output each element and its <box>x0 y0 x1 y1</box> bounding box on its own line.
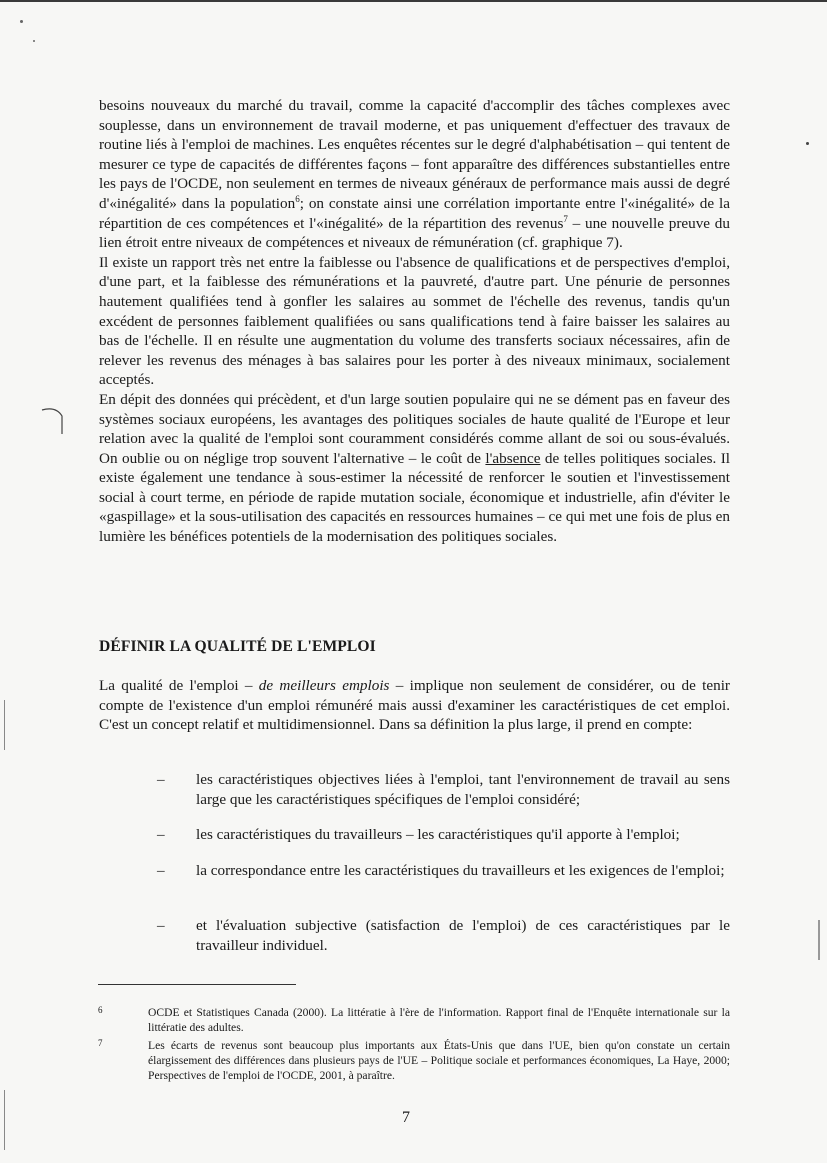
section-heading: DÉFINIR LA QUALITÉ DE L'EMPLOI <box>99 638 376 655</box>
top-border-line <box>0 0 827 2</box>
scan-speck <box>33 40 35 42</box>
bullet-text: les caractéristiques objectives liées à l'emploi, tant l'environnement de travail au sens large que les caractéristiques spécifiques de l'emploi considéré; <box>196 771 730 808</box>
scan-speck <box>806 142 809 145</box>
footnote-number: 6 <box>98 1005 103 1015</box>
footnote-separator <box>98 984 296 985</box>
scan-edge-line <box>4 1090 5 1150</box>
footnote-text: Les écarts de revenus sont beaucoup plus importants aux États-Unis que dans l'UE, bien qu'on constate un certain élargissement des différences dans plusieurs pays de l'UE – Politique sociale et performances économiques, La Haye, 2000; Perspectives de l'emploi de l'OCDE, 2001, à paraître. <box>148 1039 730 1083</box>
bullet-dash: – <box>157 917 165 934</box>
bullet-dash: – <box>157 862 165 879</box>
page-number: 7 <box>402 1109 410 1126</box>
scan-speck <box>20 20 23 23</box>
footnote-text: OCDE et Statistiques Canada (2000). La littératie à l'ère de l'information. Rapport final de l'Enquête internationale sur la littératie des adultes. <box>148 1006 730 1035</box>
bullet-dash: – <box>157 826 165 843</box>
scan-mark-bracket <box>38 400 68 440</box>
underlined-word: l'absence <box>485 449 541 467</box>
footnote-ref-6: 6 <box>295 193 300 204</box>
footnote-ref-7: 7 <box>563 213 568 224</box>
paragraph-2: Il existe un rapport très net entre la faiblesse ou l'absence de qualifications et de perspectives d'emploi, d'une part, et la faiblesse des rémunérations et la pauvreté, d'autre part. Une pénurie de personnes hautement qualifiées tend à gonfler les salaires au sommet de l'échelle des revenus, tandis qu'un excédent de personnes faiblement qualifiées ou sans qualifications tend à faire baisser les salaires au bas de l'échelle. Il en résulte une augmentation du volume des transferts sociaux nécessaires, afin de relever les revenus des ménages à bas salaires pour les porter à des niveaux minimaux, socialement acceptés. <box>99 253 730 389</box>
paragraph-3: En dépit des données qui précèdent, et d'un large soutien populaire qui ne se dément pas en faveur des systèmes sociaux européens, les avantages des politiques sociales de haute qualité de l'Europe et leur relation avec la qualité de l'emploi sont couramment considérés comme allant de soi ou sous-évalués. On oublie ou on néglige trop souvent l'alternative – le coût de l'absence de telles politiques sociales. Il existe également une tendance à sous-estimer la nécessité de renforcer le soutien et l'investissement social à court terme, en période de rapide mutation sociale, économique et industrielle, afin d'éviter le «gaspillage» et la sous-utilisation des capacités en ressources humaines – ce qui met une fois de plus en lumière les bénéfices potentiels de la modernisation des politiques sociales. <box>99 390 730 546</box>
body-text <box>99 96 730 547</box>
bullet-text: la correspondance entre les caractéristiques du travailleurs et les exigences de l'emploi; <box>196 862 725 879</box>
paragraph-1: besoins nouveaux du marché du travail, comme la capacité d'accomplir des tâches complexes avec souplesse, dans un environnement de travail moderne, et pas uniquement d'effectuer des travaux de routine liés à l'emploi de machines. Les enquêtes récentes sur le degré d'alphabétisation – qui tentent de mesurer ce type de capacités de différentes façons – font apparaître des différences substantielles entre les pays de l'OCDE, non seulement en termes de niveaux généraux de performance mais aussi de degré d'«inégalité» dans la population$^6$; on constate ainsi une corrélation importante entre l'«inégalité» de la répartition de ces compétences et l'«inégalité» de la répartition des revenus$^7$ – une nouvelle preuve du lien étroit entre niveaux de compétences et niveaux de rémunération (cf. graphique 7). <box>99 97 730 252</box>
scan-edge-line <box>818 920 820 960</box>
paragraph-4: La qualité de l'emploi – de meilleurs emplois – implique non seulement de considérer, ou de tenir compte de l'existence d'un emploi rémunéré mais aussi d'examiner les caractéristiques de cet emploi. C'est un concept relatif et multidimensionnel. Dans sa définition la plus large, il prend en compte: <box>99 677 730 734</box>
bullet-dash: – <box>157 771 165 788</box>
italic-phrase: de meilleurs emplois <box>258 677 390 694</box>
bullet-text: les caractéristiques du travailleurs – les caractéristiques qu'il apporte à l'emploi; <box>196 826 680 843</box>
bullet-text: et l'évaluation subjective (satisfaction de l'emploi) de ces caractéristiques par le travailleur individuel. <box>196 917 730 954</box>
footnote-number: 7 <box>98 1038 103 1048</box>
scan-edge-line <box>4 700 5 750</box>
